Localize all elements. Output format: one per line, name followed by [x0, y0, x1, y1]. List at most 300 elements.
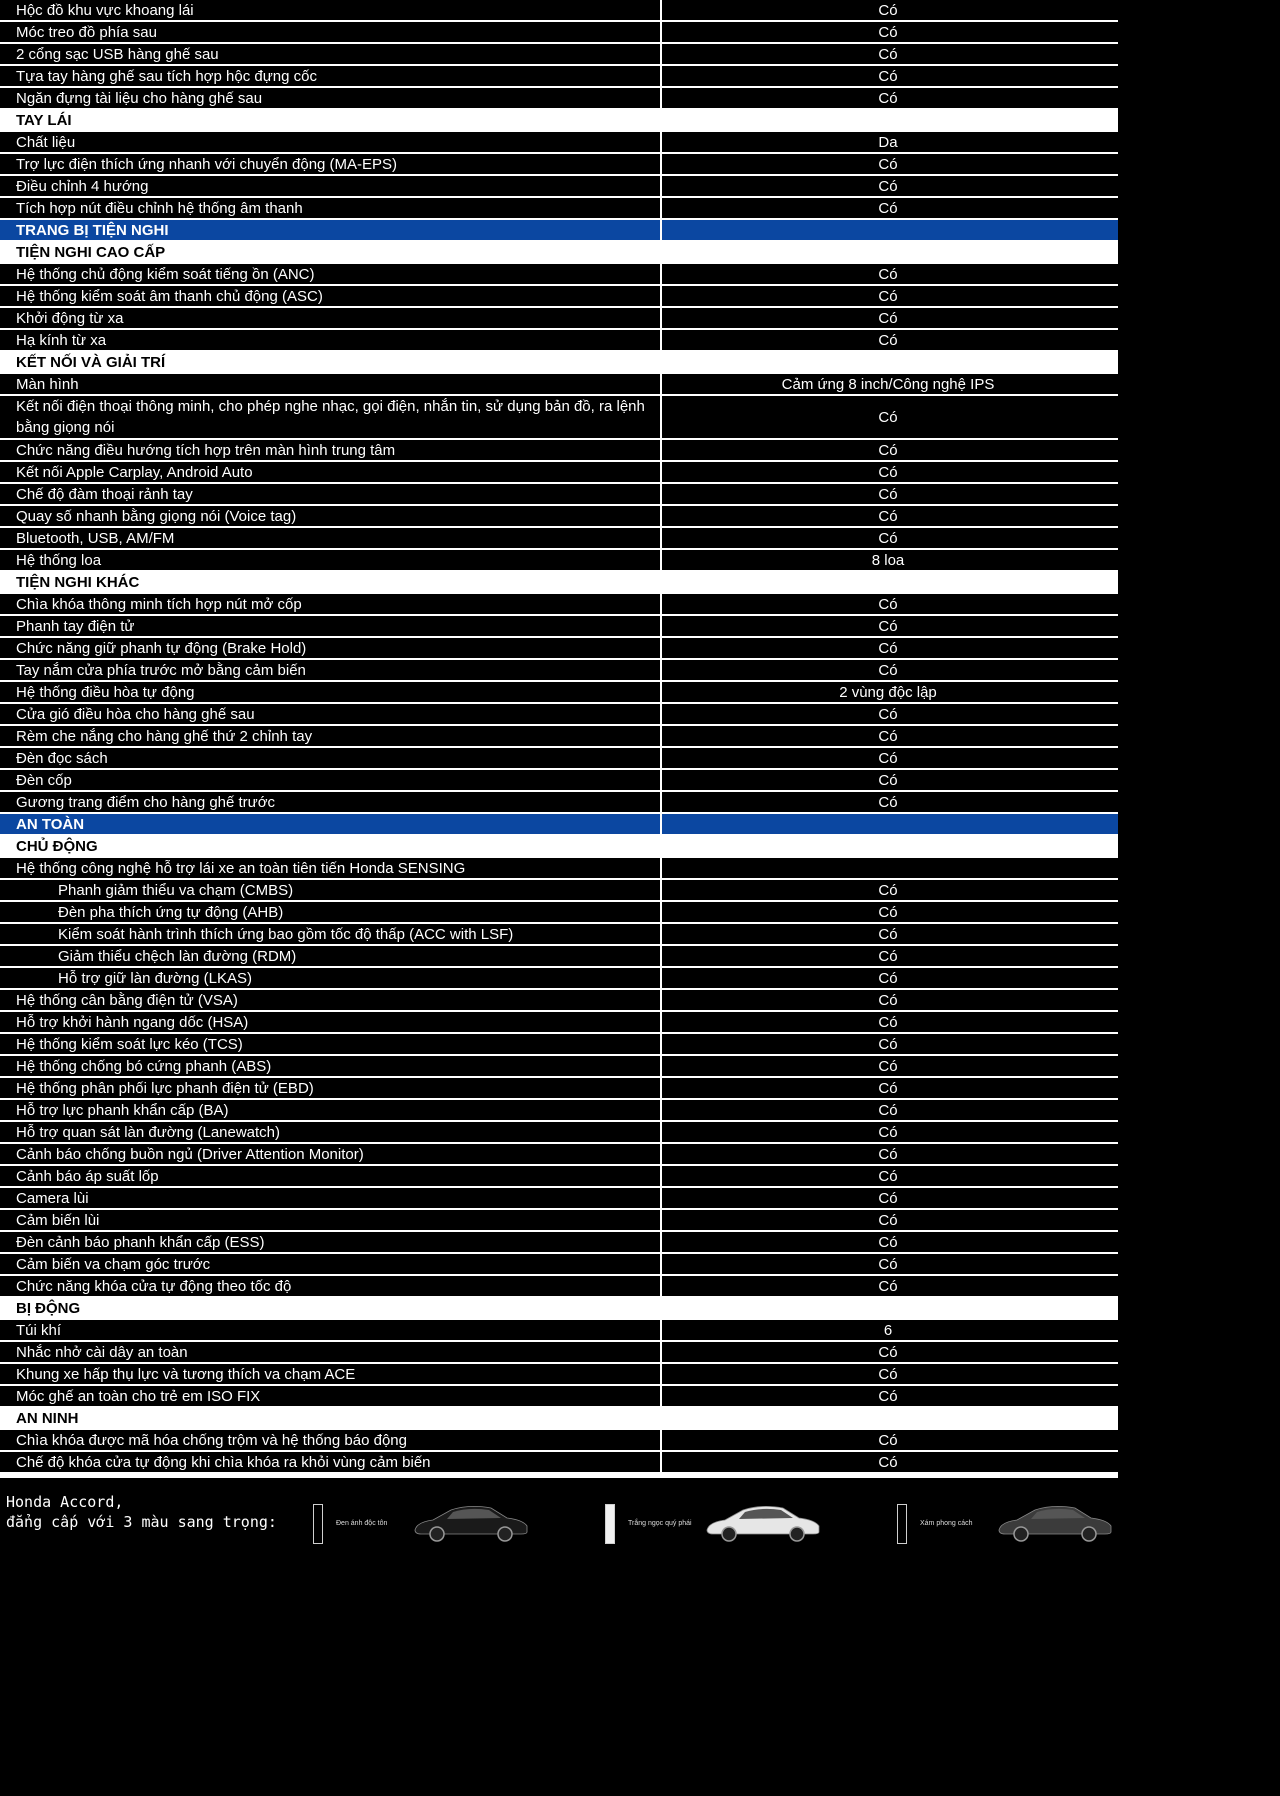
feature-value: Da	[878, 133, 898, 151]
car-image	[703, 1500, 823, 1544]
feature-cell	[0, 1210, 662, 1230]
feature-label: Nhắc nhở cài dây an toàn	[16, 1343, 188, 1361]
table-row	[0, 1078, 1118, 1098]
feature-label: Hệ thống điều hòa tự động	[16, 683, 195, 701]
value-cell	[662, 44, 1118, 64]
section-title: KẾT NỐI VÀ GIẢI TRÍ	[16, 353, 166, 371]
value-cell	[662, 330, 1118, 350]
feature-cell	[0, 1122, 662, 1142]
table-row	[0, 726, 1118, 746]
value-cell	[662, 660, 1118, 680]
feature-value: Có	[878, 441, 898, 459]
table-row	[0, 594, 1118, 614]
value-cell	[662, 1364, 1118, 1384]
feature-cell	[0, 1144, 662, 1164]
feature-cell	[0, 1320, 662, 1340]
feature-cell	[0, 726, 662, 746]
feature-cell	[0, 550, 662, 570]
feature-value: Có	[878, 507, 898, 525]
value-cell	[662, 594, 1118, 614]
feature-cell	[0, 1078, 662, 1098]
value-cell	[662, 924, 1118, 944]
feature-value: Có	[878, 947, 898, 965]
feature-label: Phanh giảm thiểu va chạm (CMBS)	[58, 881, 294, 899]
value-cell	[662, 1012, 1118, 1032]
table-row	[0, 792, 1118, 812]
feature-cell	[0, 770, 662, 790]
feature-value: Có	[878, 793, 898, 811]
table-row	[0, 770, 1118, 790]
feature-value: Có	[878, 23, 898, 41]
feature-value: Có	[878, 199, 898, 217]
feature-label: Tựa tay hàng ghế sau tích hợp hộc đựng cốc	[16, 67, 317, 85]
feature-value: Có	[878, 155, 898, 173]
value-cell	[662, 946, 1118, 966]
feature-cell	[0, 154, 662, 174]
value-cell	[662, 1232, 1118, 1252]
section-title: CHỦ ĐỘNG	[16, 837, 98, 855]
feature-label: Chìa khóa thông minh tích hợp nút mở cốp	[16, 595, 302, 613]
feature-cell	[0, 396, 662, 438]
feature-value: Có	[878, 265, 898, 283]
section-header	[0, 242, 1118, 262]
table-row	[0, 924, 1118, 944]
table-row	[0, 286, 1118, 306]
feature-label: Cảm biến va chạm góc trước	[16, 1255, 211, 1273]
footer-tagline-line1: Honda Accord,	[6, 1493, 124, 1511]
feature-label: Chức năng điều hướng tích hợp trên màn hình trung tâm	[16, 441, 396, 459]
feature-value: Có	[878, 1453, 898, 1471]
table-row	[0, 880, 1118, 900]
footer-tagline-line2: đẳng cấp với 3 màu sang trọng:	[6, 1513, 277, 1531]
feature-cell	[0, 1430, 662, 1450]
feature-label: Quay số nhanh bằng giọng nói (Voice tag)	[16, 507, 297, 525]
value-cell	[662, 506, 1118, 526]
value-cell	[662, 1078, 1118, 1098]
feature-cell	[0, 1276, 662, 1296]
value-cell	[662, 1254, 1118, 1274]
value-cell	[662, 308, 1118, 328]
feature-value: Có	[878, 1035, 898, 1053]
value-cell	[662, 396, 1118, 438]
table-row	[0, 902, 1118, 922]
table-row	[0, 1430, 1118, 1450]
feature-label: Khung xe hấp thụ lực và tương thích va chạm ACE	[16, 1365, 356, 1383]
section-header	[0, 1298, 1118, 1318]
table-row	[0, 374, 1118, 394]
feature-value: Có	[878, 1079, 898, 1097]
value-cell	[662, 792, 1118, 812]
value-cell	[662, 1166, 1118, 1186]
feature-cell	[0, 506, 662, 526]
value-cell	[662, 880, 1118, 900]
feature-value: Có	[878, 1057, 898, 1075]
feature-cell	[0, 1254, 662, 1274]
value-cell	[662, 616, 1118, 636]
value-cell	[662, 1100, 1118, 1120]
value-cell	[662, 528, 1118, 548]
feature-value: Có	[878, 89, 898, 107]
feature-label: Kết nối Apple Carplay, Android Auto	[16, 463, 253, 481]
feature-value: 2 vùng độc lập	[839, 683, 937, 701]
feature-value: Có	[878, 1189, 898, 1207]
category-title: TRANG BỊ TIỆN NGHI	[16, 221, 169, 239]
feature-cell	[0, 946, 662, 966]
feature-label: Hệ thống kiểm soát âm thanh chủ động (ASC)	[16, 287, 323, 305]
feature-cell	[0, 330, 662, 350]
feature-cell	[0, 1034, 662, 1054]
feature-cell	[0, 792, 662, 812]
feature-value: Có	[878, 1013, 898, 1031]
category-value-cell	[660, 814, 1118, 834]
feature-cell	[0, 88, 662, 108]
feature-label: Chức năng khóa cửa tự động theo tốc độ	[16, 1277, 292, 1295]
feature-label: Hỗ trợ quan sát làn đường (Lanewatch)	[16, 1123, 281, 1141]
feature-label: Đèn cảnh báo phanh khẩn cấp (ESS)	[16, 1233, 265, 1251]
feature-cell	[0, 440, 662, 460]
table-row	[0, 484, 1118, 504]
feature-label: Cảnh báo áp suất lốp	[16, 1167, 159, 1185]
section-header	[0, 572, 1118, 592]
feature-value: Có	[878, 1101, 898, 1119]
value-cell	[662, 1276, 1118, 1296]
feature-label: Hạ kính từ xa	[16, 331, 107, 349]
section-header	[0, 352, 1118, 372]
feature-value: Có	[878, 177, 898, 195]
value-cell	[662, 462, 1118, 482]
feature-label: Hệ thống kiểm soát lực kéo (TCS)	[16, 1035, 243, 1053]
feature-value: Có	[878, 1145, 898, 1163]
table-row	[0, 396, 1118, 438]
value-cell	[662, 1342, 1118, 1362]
feature-cell	[0, 1056, 662, 1076]
table-row	[0, 506, 1118, 526]
feature-cell	[0, 616, 662, 636]
feature-value: Có	[878, 969, 898, 987]
feature-value: Có	[878, 408, 898, 426]
section-title: TIỆN NGHI CAO CẤP	[16, 243, 166, 261]
table-row	[0, 1034, 1118, 1054]
value-cell	[662, 176, 1118, 196]
feature-cell	[0, 704, 662, 724]
feature-cell	[0, 22, 662, 42]
feature-label: Giảm thiểu chệch làn đường (RDM)	[58, 947, 297, 965]
feature-cell	[0, 1100, 662, 1120]
feature-label: Hệ thống chủ động kiểm soát tiếng ồn (ANC)	[16, 265, 315, 283]
value-cell	[662, 484, 1118, 504]
feature-label: Phanh tay điện tử	[16, 617, 135, 635]
feature-value: Có	[878, 595, 898, 613]
table-row	[0, 1144, 1118, 1164]
value-cell	[662, 1430, 1118, 1450]
feature-label: Cảm biến lùi	[16, 1211, 100, 1229]
value-cell	[662, 154, 1118, 174]
feature-value: Có	[878, 485, 898, 503]
feature-value: Có	[878, 529, 898, 547]
feature-cell	[0, 374, 662, 394]
table-row	[0, 990, 1118, 1010]
feature-cell	[0, 0, 662, 20]
feature-label: Đèn cốp	[16, 771, 72, 789]
feature-value: Có	[878, 1255, 898, 1273]
table-row	[0, 1166, 1118, 1186]
feature-cell	[0, 462, 662, 482]
value-cell	[662, 1034, 1118, 1054]
feature-cell	[0, 748, 662, 768]
value-cell	[662, 704, 1118, 724]
feature-label: Chìa khóa được mã hóa chống trộm và hệ thống báo động	[16, 1431, 407, 1449]
feature-value: Có	[878, 903, 898, 921]
feature-label: Kết nối điện thoại thông minh, cho phép nghe nhạc, gọi điện, nhắn tin, sử dụng bản đồ, ra lệnh bằng giọng nói	[16, 398, 645, 436]
section-header	[0, 1408, 1118, 1428]
feature-cell	[0, 638, 662, 658]
table-row	[0, 264, 1118, 284]
feature-label: Hỗ trợ khởi hành ngang dốc (HSA)	[16, 1013, 249, 1031]
table-row	[0, 88, 1118, 108]
value-cell	[662, 770, 1118, 790]
feature-cell	[0, 1166, 662, 1186]
table-row	[0, 154, 1118, 174]
value-cell	[662, 726, 1118, 746]
value-cell	[662, 0, 1118, 20]
feature-value: Có	[878, 287, 898, 305]
color-swatch	[313, 1504, 323, 1544]
color-name: Xám phong cách	[920, 1520, 973, 1527]
table-row	[0, 1452, 1118, 1472]
table-row	[0, 0, 1118, 20]
feature-label: Đèn đọc sách	[16, 749, 108, 767]
category-band	[0, 814, 1118, 834]
feature-cell	[0, 1012, 662, 1032]
feature-label: Hệ thống phân phối lực phanh điện tử (EBD)	[16, 1079, 314, 1097]
feature-value: Có	[878, 1277, 898, 1295]
feature-label: Chất liệu	[16, 133, 76, 151]
feature-cell	[0, 484, 662, 504]
feature-value: Có	[878, 1211, 898, 1229]
feature-value: Có	[878, 1123, 898, 1141]
value-cell	[662, 1144, 1118, 1164]
table-row	[0, 44, 1118, 64]
feature-value: Có	[878, 1387, 898, 1405]
table-row	[0, 858, 1118, 878]
car-image	[411, 1500, 531, 1544]
feature-label: Tích hợp nút điều chỉnh hệ thống âm thanh	[16, 199, 303, 217]
feature-cell	[0, 308, 662, 328]
feature-cell	[0, 1188, 662, 1208]
feature-label: Ngăn đựng tài liệu cho hàng ghế sau	[16, 89, 263, 107]
feature-value	[662, 858, 1118, 878]
feature-cell	[0, 902, 662, 922]
value-cell	[662, 1452, 1118, 1472]
feature-value: Có	[878, 1343, 898, 1361]
feature-label: Hệ thống công nghệ hỗ trợ lái xe an toàn tiên tiến Honda SENSING	[16, 859, 466, 877]
feature-value: Có	[878, 1431, 898, 1449]
feature-value: 8 loa	[871, 551, 905, 569]
section-title: BỊ ĐỘNG	[16, 1299, 81, 1317]
table-row	[0, 22, 1118, 42]
feature-value: Cảm ứng 8 inch/Công nghệ IPS	[781, 375, 995, 393]
feature-value: Có	[878, 1233, 898, 1251]
feature-cell	[0, 198, 662, 218]
feature-label: Túi khí	[16, 1321, 62, 1339]
feature-label: Gương trang điểm cho hàng ghế trước	[16, 793, 276, 811]
category-band	[0, 220, 1118, 240]
feature-label: Hỗ trợ lực phanh khẩn cấp (BA)	[16, 1101, 229, 1119]
value-cell	[662, 440, 1118, 460]
table-row	[0, 198, 1118, 218]
feature-cell	[0, 264, 662, 284]
feature-cell	[0, 924, 662, 944]
table-row	[0, 440, 1118, 460]
feature-label: Trợ lực điện thích ứng nhanh với chuyển động (MA-EPS)	[16, 155, 398, 173]
table-row	[0, 748, 1118, 768]
table-row	[0, 1188, 1118, 1208]
value-cell	[662, 990, 1118, 1010]
feature-cell	[0, 660, 662, 680]
feature-cell	[0, 1452, 662, 1472]
value-cell	[662, 1386, 1118, 1406]
value-cell	[662, 66, 1118, 86]
feature-cell	[0, 176, 662, 196]
feature-value: Có	[878, 771, 898, 789]
section-title: TAY LÁI	[16, 111, 72, 129]
table-row	[0, 1342, 1118, 1362]
section-header	[0, 110, 1118, 130]
feature-label: Tay nắm cửa phía trước mở bằng cảm biến	[16, 661, 306, 679]
feature-cell	[0, 858, 662, 878]
table-row	[0, 1012, 1118, 1032]
value-cell	[662, 968, 1118, 988]
feature-cell	[0, 1342, 662, 1362]
table-row	[0, 176, 1118, 196]
value-cell	[662, 1056, 1118, 1076]
feature-label: Camera lùi	[16, 1189, 89, 1207]
table-row	[0, 682, 1118, 702]
feature-value: Có	[878, 617, 898, 635]
color-swatch	[605, 1504, 615, 1544]
feature-cell	[0, 286, 662, 306]
feature-label: Chức năng giữ phanh tự động (Brake Hold)	[16, 639, 307, 657]
table-row	[0, 1254, 1118, 1274]
feature-label: Đèn pha thích ứng tự động (AHB)	[58, 903, 284, 921]
feature-label: Móc ghế an toàn cho trẻ em ISO FIX	[16, 1387, 261, 1405]
table-row	[0, 132, 1118, 152]
table-row	[0, 308, 1118, 328]
table-row	[0, 1386, 1118, 1406]
feature-cell	[0, 990, 662, 1010]
category-title: AN TOÀN	[16, 815, 85, 833]
table-row	[0, 462, 1118, 482]
color-swatch	[897, 1504, 907, 1544]
table-row	[0, 638, 1118, 658]
table-row	[0, 704, 1118, 724]
feature-value: Có	[878, 705, 898, 723]
feature-cell	[0, 132, 662, 152]
section-title: AN NINH	[16, 1409, 79, 1427]
color-name: Đen ánh độc tôn	[336, 1520, 388, 1527]
feature-cell	[0, 968, 662, 988]
feature-cell	[0, 682, 662, 702]
table-row	[0, 1056, 1118, 1076]
feature-value: Có	[878, 727, 898, 745]
table-row	[0, 528, 1118, 548]
feature-value: Có	[878, 925, 898, 943]
feature-value: Có	[878, 1167, 898, 1185]
value-cell	[662, 1188, 1118, 1208]
feature-label: Bluetooth, USB, AM/FM	[16, 529, 175, 547]
table-row	[0, 1232, 1118, 1252]
feature-value: Có	[878, 309, 898, 327]
feature-label: Chế độ khóa cửa tự động khi chìa khóa ra khỏi vùng cảm biến	[16, 1453, 431, 1471]
feature-value: 6	[883, 1321, 893, 1339]
table-row	[0, 330, 1118, 350]
table-row	[0, 1210, 1118, 1230]
category-value-cell	[660, 220, 1118, 240]
color-footer	[0, 1478, 1118, 1568]
feature-label: Màn hình	[16, 375, 79, 393]
feature-value: Có	[878, 749, 898, 767]
value-cell	[662, 748, 1118, 768]
table-row	[0, 1320, 1118, 1340]
feature-value: Có	[878, 991, 898, 1009]
feature-cell	[0, 1386, 662, 1406]
value-cell	[662, 858, 1118, 878]
feature-cell	[0, 1232, 662, 1252]
value-cell	[662, 550, 1118, 570]
table-row	[0, 660, 1118, 680]
value-cell	[662, 1210, 1118, 1230]
feature-label: Chế độ đàm thoại rảnh tay	[16, 485, 193, 503]
feature-value: Có	[878, 45, 898, 63]
value-cell	[662, 374, 1118, 394]
table-row	[0, 1100, 1118, 1120]
feature-value: Có	[878, 661, 898, 679]
feature-label: Rèm che nắng cho hàng ghế thứ 2 chỉnh tay	[16, 727, 313, 745]
feature-label: Điều chỉnh 4 hướng	[16, 177, 149, 195]
table-row	[0, 1122, 1118, 1142]
feature-label: Kiểm soát hành trình thích ứng bao gồm tốc độ thấp (ACC with LSF)	[58, 925, 514, 943]
value-cell	[662, 88, 1118, 108]
feature-label: Khởi động từ xa	[16, 309, 124, 327]
value-cell	[662, 638, 1118, 658]
table-row	[0, 616, 1118, 636]
feature-label: Hệ thống loa	[16, 551, 102, 569]
feature-value: Có	[878, 331, 898, 349]
car-image	[995, 1500, 1115, 1544]
feature-value: Có	[878, 463, 898, 481]
feature-cell	[0, 1364, 662, 1384]
feature-cell	[0, 528, 662, 548]
feature-label: Hộc đồ khu vực khoang lái	[16, 1, 194, 19]
table-row	[0, 1364, 1118, 1384]
feature-value: Có	[878, 1365, 898, 1383]
value-cell	[662, 1122, 1118, 1142]
feature-value: Có	[878, 639, 898, 657]
feature-label: Hệ thống cân bằng điện tử (VSA)	[16, 991, 238, 1009]
feature-cell	[0, 594, 662, 614]
feature-cell	[0, 880, 662, 900]
feature-label: Hệ thống chống bó cứng phanh (ABS)	[16, 1057, 272, 1075]
feature-label: Hỗ trợ giữ làn đường (LKAS)	[58, 969, 252, 987]
value-cell	[662, 902, 1118, 922]
feature-label: 2 cổng sạc USB hàng ghế sau	[16, 45, 219, 63]
feature-label: Cảnh báo chống buồn ngủ (Driver Attention Monitor)	[16, 1145, 364, 1163]
table-row	[0, 1276, 1118, 1296]
feature-cell	[0, 66, 662, 86]
value-cell	[662, 22, 1118, 42]
value-cell	[662, 286, 1118, 306]
value-cell	[662, 264, 1118, 284]
